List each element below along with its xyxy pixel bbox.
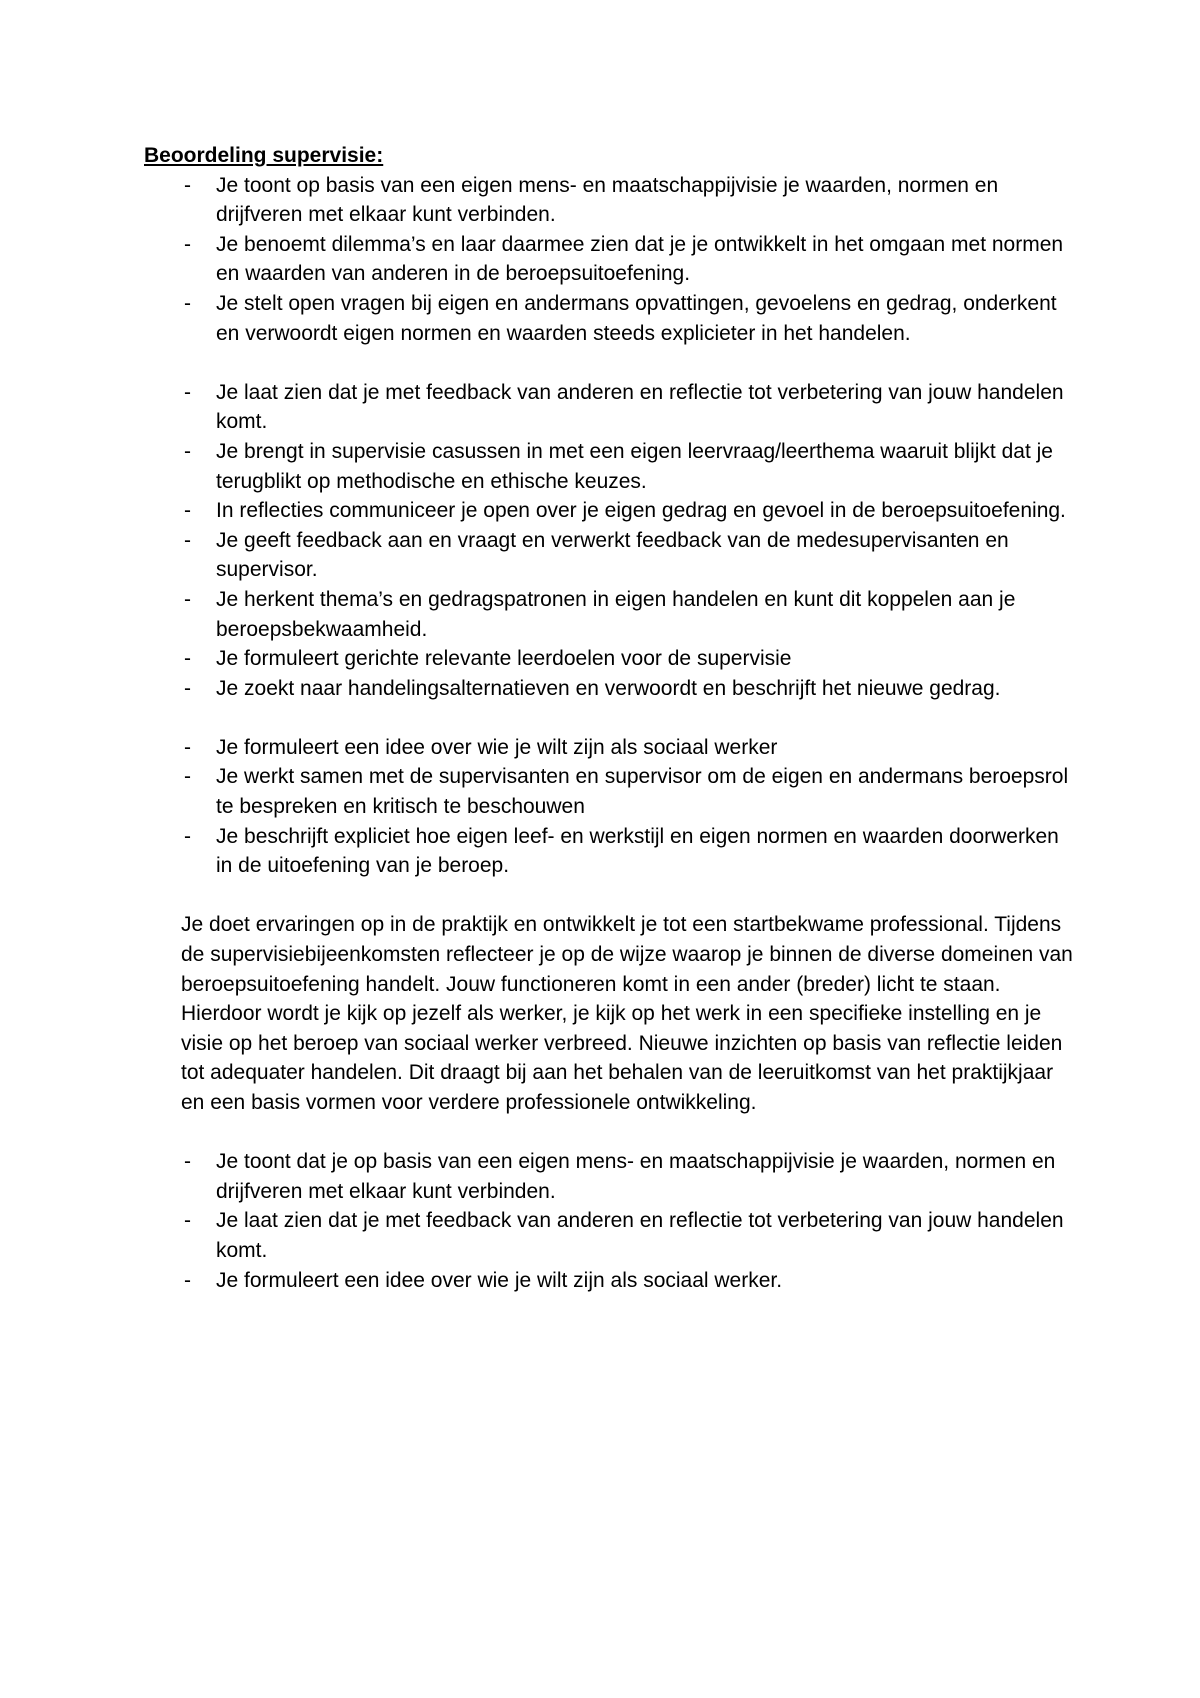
list-item xyxy=(144,496,1074,526)
list-item-text: In reflecties communiceer je open over je eigen gedrag en gevoel in de beroepsuitoefening. xyxy=(216,499,1066,523)
bullet-dash: - xyxy=(184,587,191,611)
bullet-dash: - xyxy=(184,1268,191,1292)
bullet-dash: - xyxy=(184,824,191,848)
document-title: Beoordeling supervisie: xyxy=(144,144,384,167)
list-item-text: Je werkt samen met de supervisanten en supervisor om de eigen en andermans beroepsrol te bespreken en kritisch te beschouwen xyxy=(216,765,1069,819)
bullet-dash: - xyxy=(184,528,191,552)
list-item-text: Je brengt in supervisie casussen in met een eigen leervraag/leerthema waaruit blijkt dat je terugblikt op methodische en ethische keuzes. xyxy=(216,439,1053,493)
list-item-text: Je laat zien dat je met feedback van anderen en reflectie tot verbetering van jouw handelen komt. xyxy=(216,380,1064,434)
criteria-list-4 xyxy=(144,1147,1074,1295)
list-item-text: Je formuleert een idee over wie je wilt zijn als sociaal werker. xyxy=(216,1268,783,1292)
list-item-text: Je formuleert een idee over wie je wilt zijn als sociaal werker xyxy=(216,735,778,759)
list-item xyxy=(144,171,1074,230)
spacer xyxy=(144,348,1074,378)
bullet-dash: - xyxy=(184,291,191,315)
spacer xyxy=(144,703,1074,733)
list-item xyxy=(144,437,1074,496)
criteria-list-1 xyxy=(144,171,1074,349)
criteria-list-3 xyxy=(144,733,1074,881)
list-item xyxy=(144,733,1074,763)
list-item-text: Je beschrijft expliciet hoe eigen leef- en werkstijl en eigen normen en waarden doorwerken in de uitoefening van je beroep. xyxy=(216,824,1059,878)
bullet-dash: - xyxy=(184,173,191,197)
list-item xyxy=(144,674,1074,704)
bullet-dash: - xyxy=(184,676,191,700)
list-item xyxy=(144,1206,1074,1265)
list-item-text: Je benoemt dilemma’s en laar daarmee zien dat je je ontwikkelt in het omgaan met normen en waarden van anderen in de beroepsuitoefening. xyxy=(216,232,1064,286)
bullet-dash: - xyxy=(184,735,191,759)
list-item xyxy=(144,1266,1074,1296)
list-item-text: Je formuleert gerichte relevante leerdoelen voor de supervisie xyxy=(216,647,792,671)
body-paragraph: Je doet ervaringen op in de praktijk en ontwikkelt je tot een startbekwame professional. Tijdens de supervisiebijeenkomsten reflecteer je op de wijze waarop je binnen de diverse domeinen van beroepsuitoefening handelt. Jouw functioneren komt in een ander (breder) licht te staan. Hierdoor wordt je kijk op jezelf als werker, je kijk op het werk in een specifieke instelling en je visie op het beroep van sociaal werker verbreed. Nieuwe inzichten op basis van reflectie leiden tot adequater handelen. Dit draagt bij aan het behalen van de leeruitkomst van het praktijkjaar en een basis vormen voor verdere professionele ontwikkeling. xyxy=(181,913,1073,1114)
list-item xyxy=(144,644,1074,674)
list-item-text: Je zoekt naar handelingsalternatieven en verwoordt en beschrijft het nieuwe gedrag. xyxy=(216,676,1001,700)
bullet-dash: - xyxy=(184,1150,191,1174)
criteria-list-2 xyxy=(144,378,1074,704)
bullet-dash: - xyxy=(184,1209,191,1233)
list-item xyxy=(144,289,1074,348)
list-item-text: Je herkent thema’s en gedragspatronen in eigen handelen en kunt dit koppelen aan je beroepsbekwaamheid. xyxy=(216,587,1016,641)
spacer xyxy=(144,1118,1074,1148)
list-item xyxy=(144,526,1074,585)
spacer xyxy=(144,881,1074,911)
bullet-dash: - xyxy=(184,647,191,671)
document-content xyxy=(144,141,1074,1295)
bullet-dash: - xyxy=(184,765,191,789)
list-item xyxy=(144,585,1074,644)
bullet-dash: - xyxy=(184,439,191,463)
list-item-text: Je laat zien dat je met feedback van anderen en reflectie tot verbetering van jouw handelen komt. xyxy=(216,1209,1064,1262)
list-item xyxy=(144,822,1074,881)
list-item xyxy=(144,1147,1074,1206)
bullet-dash: - xyxy=(184,499,191,523)
list-item-text: Je stelt open vragen bij eigen en andermans opvattingen, gevoelens en gedrag, onderkent en verwoordt eigen normen en waarden steeds explicieter in het handelen. xyxy=(216,291,1057,345)
list-item xyxy=(144,230,1074,289)
list-item-text: Je toont dat je op basis van een eigen mens- en maatschappijvisie je waarden, normen en drijfveren met elkaar kunt verbinden. xyxy=(216,1150,1056,1203)
bullet-dash: - xyxy=(184,380,191,404)
list-item xyxy=(144,378,1074,437)
list-item-text: Je geeft feedback aan en vraagt en verwerkt feedback van de medesupervisanten en supervisor. xyxy=(216,528,1009,582)
bullet-dash: - xyxy=(184,232,191,256)
list-item-text: Je toont op basis van een eigen mens- en maatschappijvisie je waarden, normen en drijfveren met elkaar kunt verbinden. xyxy=(216,173,999,227)
list-item xyxy=(144,762,1074,821)
